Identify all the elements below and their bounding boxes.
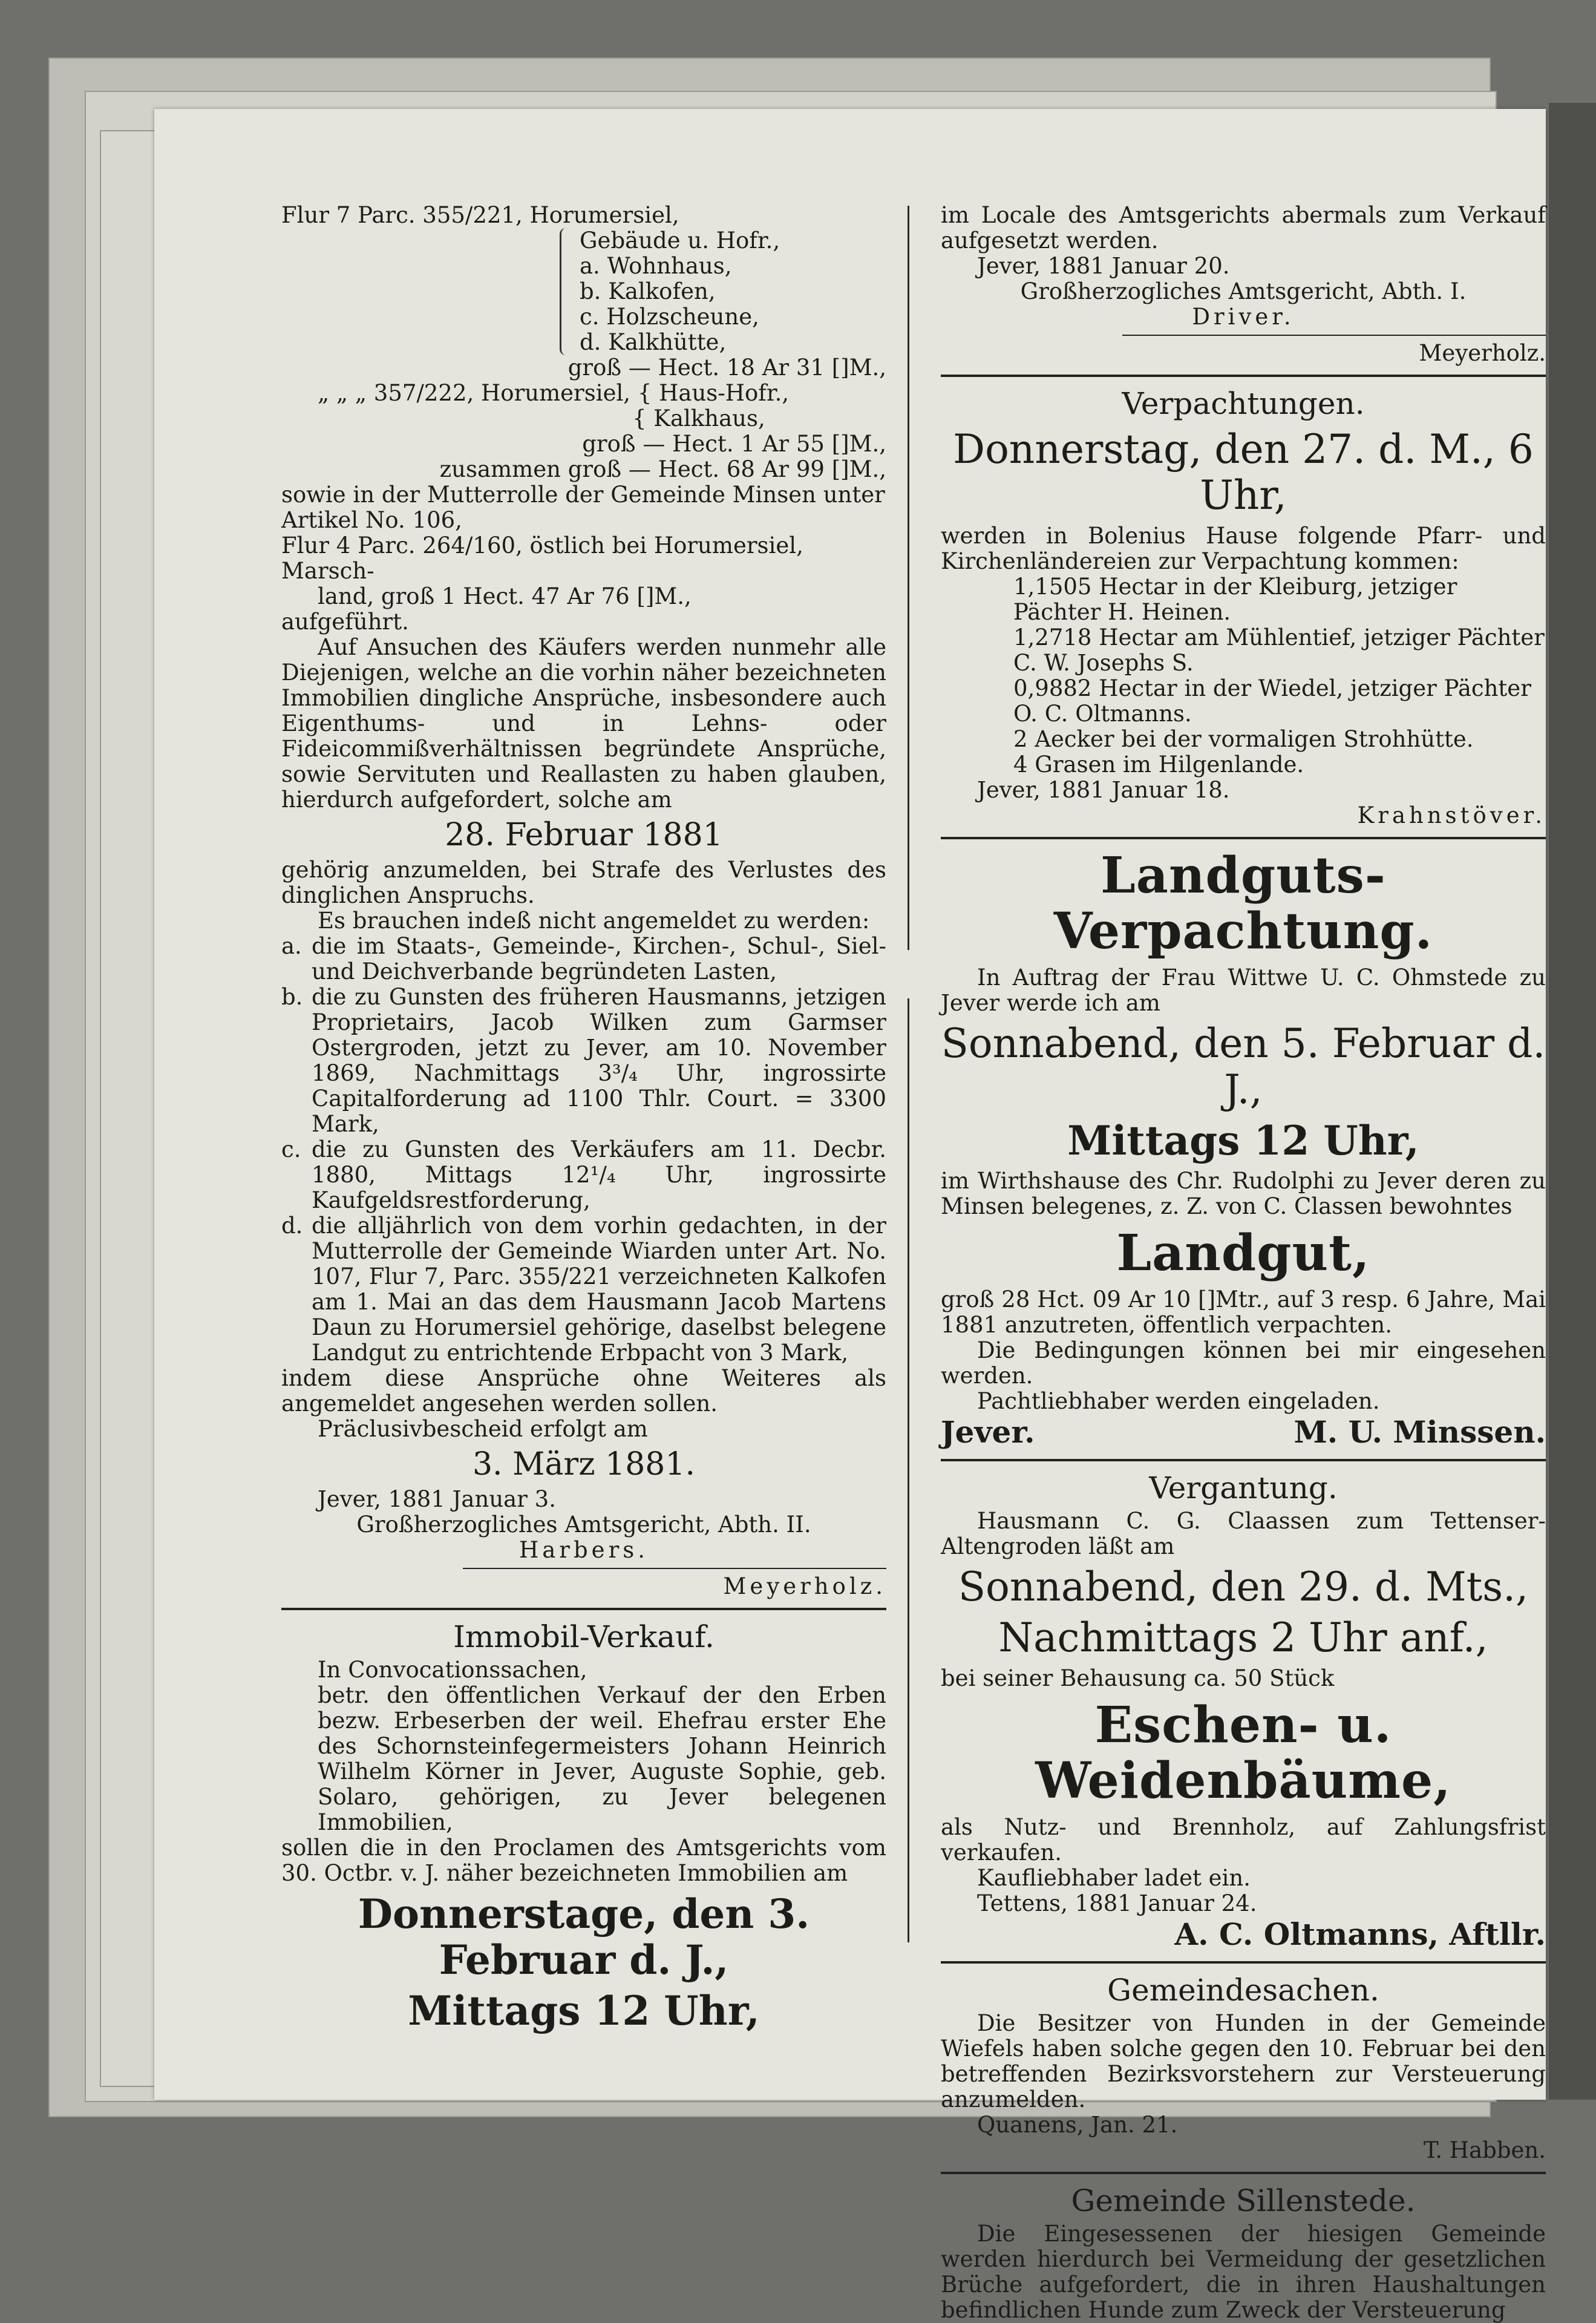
penalty-paragraph: gehörig anzumelden, bei Strafe des Verlustes des dinglichen Anspruchs. bbox=[281, 857, 886, 908]
left-place-date: Jever, 1881 Januar 3. bbox=[318, 1486, 556, 1512]
immobil-time: Mittags 12 Uhr, bbox=[408, 1987, 760, 2034]
parcel-line-2: „ „ „ 357/222, Horumersiel, { Haus-Hofr., bbox=[318, 380, 790, 406]
sillenstede-body: Die Eingesessenen der hiesigen Gemeinde werden hierdurch bei Vermeidung der gesetzlichen Brüche aufgefordert, die in ihren Haushaltungen befindlichen Hunde zum Zweck der Versteuerung bbox=[941, 2221, 1546, 2323]
immobil-header: Immobil-Verkauf. bbox=[453, 1619, 715, 1654]
gemeindesachen-body: Die Besitzer von Hunden in der Gemeinde Wiefels haben solche gegen den 10. Februar bei den betreffenden Bezirksvorstehern zur Versteuerung anzumelden. bbox=[941, 2010, 1546, 2112]
sillenstede-header: Gemeinde Sillenstede. bbox=[1071, 2183, 1416, 2218]
right-top-clerk: Meyerholz. bbox=[1419, 340, 1546, 366]
verpachtungen-signature: Krahnstöver. bbox=[1357, 802, 1546, 828]
exception-label: c. bbox=[281, 1136, 301, 1162]
landguts-signature: M. U. Minssen. bbox=[1293, 1414, 1546, 1450]
aufgefuehrt-line: aufgeführt. bbox=[281, 609, 409, 635]
verpachtung-item: 0,9882 Hectar in der Wiedel, jetziger Pächter O. C. Oltmanns. bbox=[1013, 675, 1531, 727]
vergantung-date: Sonnabend, den 29. d. Mts., bbox=[958, 1564, 1529, 1610]
gemeindesachen-place: Quanens, Jan. 21. bbox=[977, 2112, 1178, 2138]
buildings-brace-group bbox=[560, 228, 886, 355]
vergantung-location: bei seiner Behausung ca. 50 Stück bbox=[941, 1665, 1335, 1691]
book-spine bbox=[1549, 103, 1596, 2100]
exception-text: die zu Gunsten des Verkäufers am 11. Decbr. 1880, Mittags 12¹/₄ Uhr, ingrossirte Kaufgeldsrestforderung, bbox=[312, 1136, 886, 1213]
immobil-intro: In Convocationssachen, bbox=[318, 1657, 587, 1683]
verpachtungen-place: Jever, 1881 Januar 18. bbox=[977, 777, 1230, 803]
parcel-line-2b: { Kalkhaus, bbox=[632, 405, 765, 431]
brace-mark bbox=[560, 228, 575, 355]
exception-label: d. bbox=[281, 1213, 303, 1239]
exception-item bbox=[281, 934, 886, 985]
verpachtung-item: 1,1505 Hectar in der Kleiburg, jetziger Pächter H. Heinen. bbox=[1013, 574, 1457, 625]
preclusion-line: Präclusivbescheid erfolgt am bbox=[318, 1416, 648, 1442]
immobil-date: Donnerstage, den 3. Februar d. J., bbox=[358, 1890, 810, 1984]
newspaper-page bbox=[154, 109, 1546, 2323]
right-top-judge: Driver. bbox=[1192, 304, 1295, 330]
vergantung-time: Nachmittags 2 Uhr anf., bbox=[998, 1614, 1488, 1661]
vergantung-intro: Hausmann C. G. Claassen zum Tettenser-Altengroden läßt am bbox=[941, 1508, 1546, 1559]
exception-label: b. bbox=[281, 984, 303, 1010]
building-a: a. Wohnhaus, bbox=[580, 253, 732, 279]
building-d: d. Kalkhütte, bbox=[580, 329, 727, 355]
exception-text: die alljährlich von dem vorhin gedachten, in der Mutterrolle der Gemeinde Wiarden unter Art. No. 107, Flur 7, Parc. 355/221 verzeichneten Kalkofen am 1. Mai an das dem Hausmann Jacob Martens Daun zu Horumersiel gehörige, daselbst belegene Landgut zu entrichtende Erbpacht von 3 Mark, bbox=[312, 1213, 886, 1366]
vergantung-trees: Eschen- u. Weidenbäume, bbox=[1035, 1696, 1451, 1810]
right-top-court: Großherzogliches Amtsgericht, Abth. I. bbox=[1020, 278, 1467, 304]
verpachtung-item: 1,2718 Hectar am Mühlentief, jetziger Pächter C. W. Josephs S. bbox=[1013, 624, 1545, 676]
deadline-date: 28. Februar 1881 bbox=[445, 817, 723, 853]
exception-item bbox=[281, 985, 886, 1137]
landguts-conditions: Die Bedingungen können bei mir eingesehen werden. bbox=[941, 1337, 1546, 1389]
left-column bbox=[281, 203, 886, 2039]
gemeindesachen-signature: T. Habben. bbox=[1424, 2137, 1546, 2163]
building-b: b. Kalkofen, bbox=[580, 278, 716, 304]
verpachtung-item: 4 Grasen im Hilgenlande. bbox=[1013, 752, 1304, 778]
artikel-line: Artikel No. 106, bbox=[281, 507, 462, 533]
column-divider-bottom bbox=[908, 998, 909, 1942]
parcel-total: zusammen groß — Hect. 68 Ar 99 []M., bbox=[439, 456, 886, 482]
exception-text: die zu Gunsten des früheren Hausmanns, jetzigen Proprietairs, Jacob Wilken zum Garmser Ostergroden, jetzt zu Jever, am 10. November 1869, Nachmittags 3³/₄ Uhr, ingrossirte Capitalforderung ad 1100 Thlr. Court. = 3300 Mark, bbox=[312, 984, 886, 1137]
verpachtungen-header: Verpachtungen. bbox=[1122, 386, 1365, 421]
mutterrolle-line: sowie in der Mutterrolle der Gemeinde Minsen unter bbox=[281, 482, 885, 508]
verpachtung-item: 2 Aecker bei der vormaligen Strohhütte. bbox=[1013, 726, 1474, 752]
verpachtungen-intro: werden in Bolenius Hause folgende Pfarr- und Kirchenländereien zur Verpachtung kommen: bbox=[941, 523, 1546, 574]
immobil-body: sollen die in den Proclamen des Amtsgerichts vom 30. Octbr. v. J. näher bezeichneten Immobilien am bbox=[281, 1835, 886, 1886]
vergantung-invite: Kaufliebhaber ladet ein. bbox=[977, 1865, 1251, 1891]
landgut-word: Landgut, bbox=[1116, 1224, 1370, 1282]
right-column bbox=[941, 203, 1546, 2323]
landguts-header: Landguts-Verpachtung. bbox=[1053, 847, 1433, 960]
flur4-size: land, groß 1 Hect. 47 Ar 76 []M., bbox=[318, 583, 692, 609]
landguts-invite: Pachtliebhaber werden eingeladen. bbox=[977, 1388, 1380, 1414]
verpachtungen-date: Donnerstag, den 27. d. M., 6 Uhr, bbox=[953, 426, 1534, 519]
preclusion-date: 3. März 1881. bbox=[472, 1446, 696, 1483]
summons-paragraph: Auf Ansuchen des Käufers werden nunmehr alle Diejenigen, welche an die vorhin näher bezeichneten Immobilien dingliche Ansprüche, insbesondere auch Eigenthums- und in Lehns- oder Fideicommißverhältnissen begründete Ansprüche, sowie Servituten und Reallasten zu haben glauben, hierdurch aufgefordert, solche am bbox=[281, 634, 886, 813]
left-judge: Harbers. bbox=[518, 1537, 649, 1563]
exception-label: a. bbox=[281, 933, 302, 959]
buildings-line: Gebäude u. Hofr., bbox=[580, 228, 780, 254]
continued-text: im Locale des Amtsgerichts abermals zum Verkauf aufgesetzt werden. bbox=[941, 202, 1546, 254]
building-c: c. Holzscheune, bbox=[580, 304, 759, 330]
exception-item bbox=[281, 1213, 886, 1366]
landguts-time: Mittags 12 Uhr, bbox=[1067, 1117, 1419, 1164]
vergantung-use: als Nutz- und Brennholz, auf Zahlungsfrist verkaufen. bbox=[941, 1814, 1546, 1866]
section-rule bbox=[941, 1459, 1546, 1461]
parcel-line-1: Flur 7 Parc. 355/221, Horumersiel, bbox=[281, 202, 679, 228]
vergantung-header: Vergantung. bbox=[1149, 1470, 1338, 1506]
left-court: Großherzogliches Amtsgericht, Abth. II. bbox=[356, 1512, 811, 1538]
section-rule bbox=[941, 1961, 1546, 1964]
landguts-location: im Wirthshause des Chr. Rudolphi zu Jever deren zu Minsen belegenes, z. Z. von C. Classen bewohntes bbox=[941, 1168, 1546, 1219]
vergantung-signature: A. C. Oltmanns, Aftllr. bbox=[1174, 1916, 1546, 1952]
section-rule bbox=[941, 837, 1546, 839]
landguts-date: Sonnabend, den 5. Februar d. J., bbox=[941, 1020, 1546, 1113]
parcel-size-1: groß — Hect. 18 Ar 31 []M., bbox=[567, 355, 886, 381]
section-rule bbox=[941, 2172, 1546, 2174]
section-rule bbox=[281, 1608, 886, 1610]
landguts-place: Jever. bbox=[941, 1414, 1035, 1450]
column-divider-top bbox=[908, 206, 909, 950]
landguts-size: groß 28 Hct. 09 Ar 10 []Mtr., auf 3 resp. 6 Jahre, Mai 1881 anzutreten, öffentlich verpachten. bbox=[941, 1286, 1546, 1338]
exception-text: die im Staats-, Gemeinde-, Kirchen-, Schul-, Siel- und Deichverbande begründeten Lasten, bbox=[312, 933, 886, 985]
exceptions-intro: Es brauchen indeß nicht angemeldet zu werden: bbox=[318, 908, 870, 934]
landguts-intro: In Auftrag der Frau Wittwe U. C. Ohmstede zu Jever werde ich am bbox=[941, 965, 1546, 1016]
section-rule bbox=[941, 375, 1546, 377]
parcel-size-2: groß — Hect. 1 Ar 55 []M., bbox=[582, 431, 886, 457]
exception-item bbox=[281, 1137, 886, 1213]
claims-paragraph: indem diese Ansprüche ohne Weiteres als angemeldet angesehen werden sollen. bbox=[281, 1365, 886, 1417]
landguts-signature-row bbox=[941, 1414, 1546, 1450]
signature-rule bbox=[1122, 335, 1546, 336]
left-clerk: Meyerholz. bbox=[723, 1573, 886, 1599]
vergantung-place: Tettens, 1881 Januar 24. bbox=[977, 1890, 1257, 1916]
signature-rule bbox=[463, 1568, 886, 1569]
immobil-subject: betr. den öffentlichen Verkauf der den Erben bezw. Erbeserben der weil. Ehefrau erster Ehe des Schornsteinfegermeisters Johann Heinrich Wilhelm Körner in Jever, Auguste Sophie, geb. Solaro, gehörigen, zu Jever belegenen Immobilien, bbox=[318, 1682, 886, 1835]
gemeindesachen-header: Gemeindesachen. bbox=[1107, 1973, 1379, 2008]
flur4-line: Flur 4 Parc. 264/160, östlich bei Horumersiel, Marsch- bbox=[281, 532, 803, 584]
right-top-place: Jever, 1881 Januar 20. bbox=[977, 253, 1230, 279]
